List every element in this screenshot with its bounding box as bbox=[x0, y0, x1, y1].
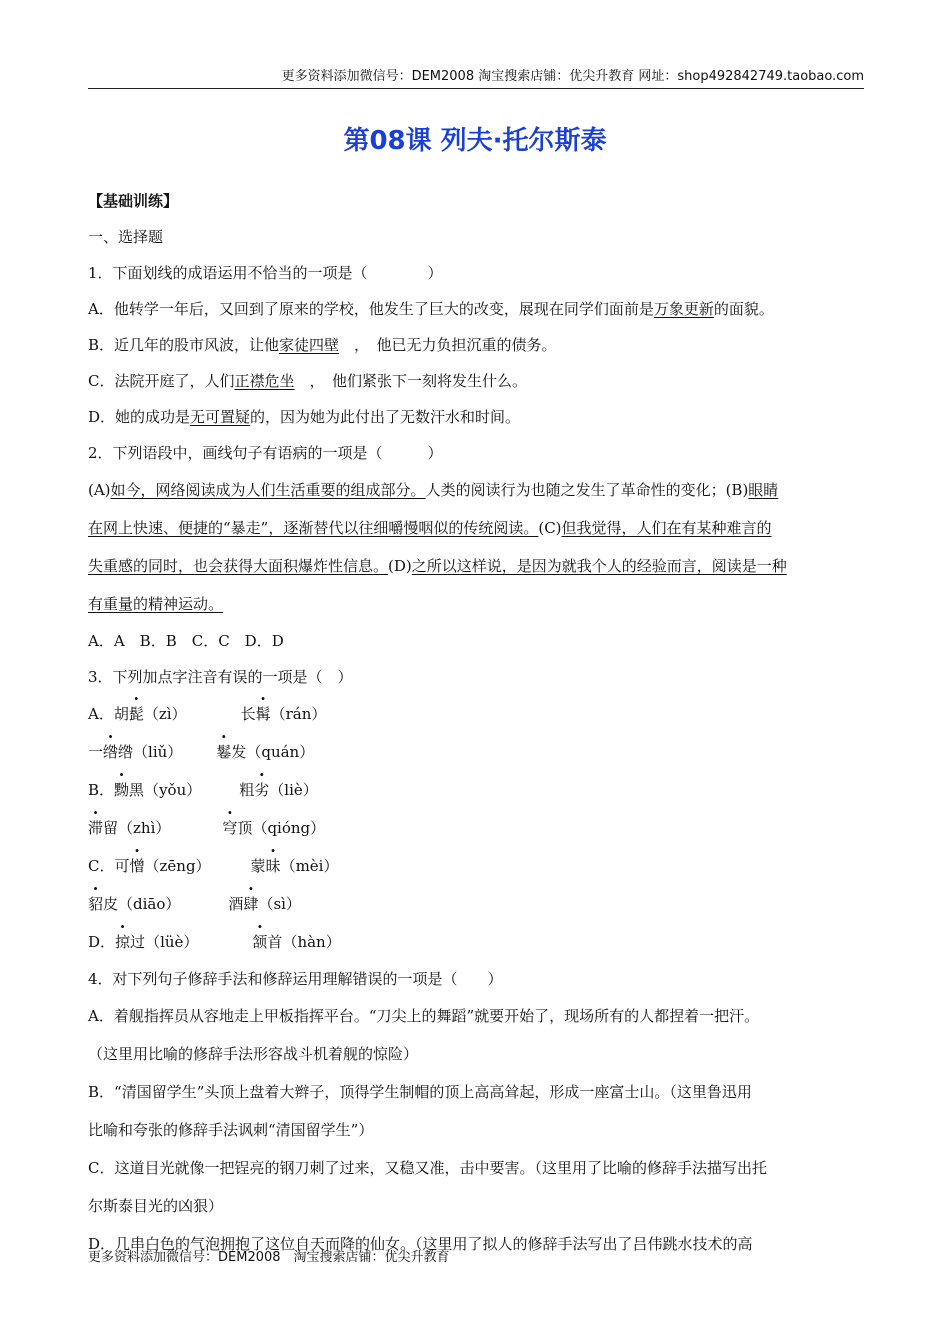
q2-passage-line: 有重量的精神运动。 bbox=[88, 595, 224, 613]
q3-option-c-cont: 貂皮（diāo） 酒肆（sì） bbox=[88, 895, 301, 913]
page-footer: 更多资料添加微信号：DEM2008 淘宝搜索店铺：优尖升教育 bbox=[88, 1250, 450, 1265]
q4-stem: 4．对下列句子修辞手法和修辞运用理解错误的一项是（ ） bbox=[88, 970, 503, 988]
q1-option-d: D．她的成功是无可置疑的，因为她为此付出了无数汗水和时间。 bbox=[88, 408, 521, 426]
q3-option-d: D．掠过（lüè） 颔首（hàn） bbox=[88, 933, 341, 951]
lesson-title: 第08课 列夫·托尔斯泰 bbox=[343, 126, 607, 156]
q2-passage-line: 在网上快速、便捷的“暴走”，逐渐替代以往细嚼慢咽似的传统阅读。(C)但我觉得，人们在有某种难言的 bbox=[88, 519, 772, 537]
page-header: 更多资料添加微信号：DEM2008 淘宝搜索店铺：优尖升教育 网址：shop492842749.taobao.com bbox=[88, 66, 864, 89]
q2-passage-line: 失重感的同时，也会获得大面积爆炸性信息。(D)之所以这样说，是因为就我个人的经验而言，阅读是一种 bbox=[88, 557, 787, 575]
q1-option-c: C．法院开庭了，人们正襟危坐 ， 他们紧张下一刻将发生什么。 bbox=[88, 372, 528, 390]
q4-option-d: D．几串白色的气泡拥抱了这位自天而降的仙女。（这里用了拟人的修辞手法写出了吕伟跳水技术的高 bbox=[88, 1235, 753, 1253]
q4-option-b-note: 比喻和夸张的修辞手法讽刺“清国留学生”） bbox=[88, 1121, 374, 1139]
q4-option-b: B．“清国留学生”头顶上盘着大辫子，顶得学生制帽的顶上高高耸起，形成一座富士山。（这里鲁迅用 bbox=[88, 1083, 752, 1101]
q2-options: A．A B．B C．C D．D bbox=[88, 632, 284, 650]
q4-option-a-note: （这里用比喻的修辞手法形容战斗机着舰的惊险） bbox=[88, 1045, 419, 1063]
q3-option-b-cont: 滞留（zhì） 穹顶（qióng） bbox=[88, 819, 326, 837]
q3-stem: 3．下列加点字注音有误的一项是（ ） bbox=[88, 668, 353, 686]
q2-stem: 2．下列语段中，画线句子有语病的一项是（ ） bbox=[88, 444, 443, 462]
q3-option-b: B．黝黑（yǒu） 粗劣（liè） bbox=[88, 781, 318, 799]
q3-option-c: C．可憎（zēng） 蒙昧（mèi） bbox=[88, 857, 339, 875]
q1-option-a: A．他转学一年后，又回到了原来的学校，他发生了巨大的改变，展现在同学们面前是万象更新的面貌。 bbox=[88, 300, 774, 318]
q4-option-c-note: 尔斯泰目光的凶狠） bbox=[88, 1197, 224, 1215]
document-body bbox=[88, 183, 864, 1263]
section-heading: 【基础训练】 bbox=[88, 192, 179, 210]
q4-option-a: A．着舰指挥员从容地走上甲板指挥平台。“刀尖上的舞蹈”就要开始了，现场所有的人都捏着一把汗。 bbox=[88, 1007, 760, 1025]
q1-option-b: B．近几年的股市风波，让他家徒四壁 ， 他已无力负担沉重的债务。 bbox=[88, 336, 557, 354]
q1-stem: 1．下面划线的成语运用不恰当的一项是（ ） bbox=[88, 264, 443, 282]
q4-option-c: C．这道目光就像一把锃亮的钢刀刺了过来，又稳又准，击中要害。（这里用了比喻的修辞手法描写出托 bbox=[88, 1159, 767, 1177]
part-heading: 一、选择题 bbox=[88, 228, 164, 246]
q3-option-a: A．胡髭（zì） 长髯（rán） bbox=[88, 705, 327, 723]
q3-option-a-cont: 一绺绺（liǔ） 鬈发（quán） bbox=[88, 743, 315, 761]
q2-passage-line: (A)如今，网络阅读成为人们生活重要的组成部分。人类的阅读行为也随之发生了革命性的变化；(B)眼睛 bbox=[88, 481, 779, 499]
